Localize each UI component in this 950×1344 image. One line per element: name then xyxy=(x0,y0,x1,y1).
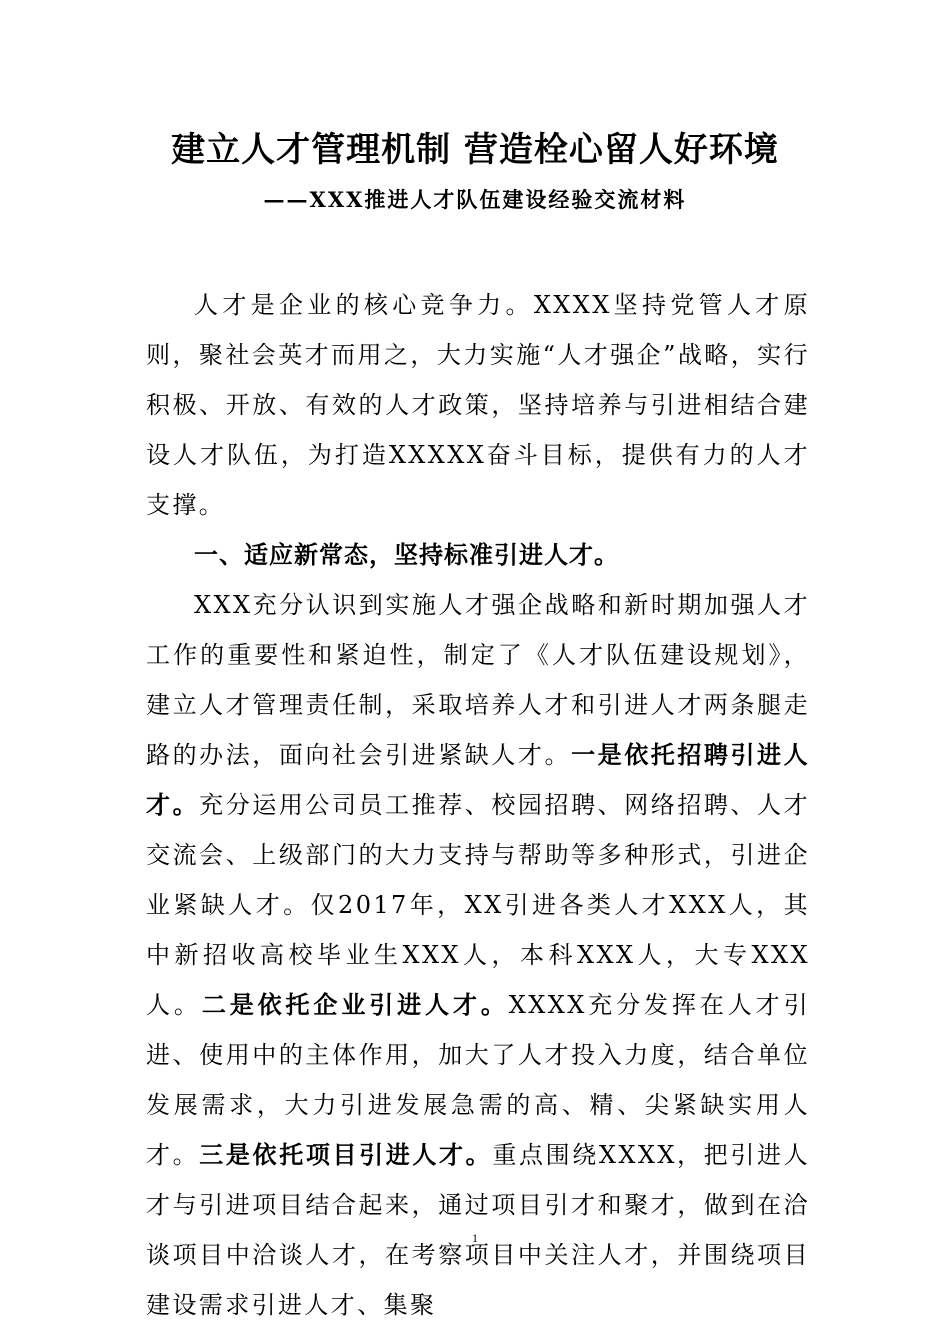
document-title: 建立人才管理机制 营造栓心留人好环境 xyxy=(171,130,779,170)
section-paragraph xyxy=(146,580,810,1330)
point-label: 一是依托招聘引进人才。 xyxy=(146,740,810,819)
paragraph-text: 充分运用公司员工推荐、校园招聘、网络招聘、人才交流会、上级部门的大力支持与帮助等多种形式，引进企业紧缺人才。仅2017年，XX引进各类人才XXX人，其中新招收高校毕业生XXX人，本科XXX人，大专XXX人。 xyxy=(146,791,810,1019)
section-heading: 一、适应新常态，坚持标准引进人才。 xyxy=(194,541,619,569)
paragraph-text: XXX充分认识到实施人才强企战略和新时期加强人才工作的重要性和紧迫性，制定了《人才队伍建设规划》，建立人才管理责任制，采取培养人才和引进人才两条腿走路的办法，面向社会引进紧缺人才。 xyxy=(146,591,810,769)
intro-paragraph: 人才是企业的核心竞争力。XXXX坚持党管人才原则，聚社会英才而用之，大力实施“人才强企”战略，实行积极、开放、有效的人才政策，坚持培养与引进相结合建设人才队伍，为打造XXXXX奋斗目标，提供有力的人才支撑。 xyxy=(146,291,810,519)
document-subtitle: ——XXX推进人才队伍建设经验交流材料 xyxy=(263,187,687,212)
point-label: 二是依托企业引进人才。 xyxy=(201,990,509,1019)
document-body xyxy=(146,280,810,1330)
paragraph-text: XXXX充分发挥在人才引进、使用中的主体作用，加大了人才投入力度，结合单位发展需求，大力引进发展急需的高、精、尖紧缺实用人才。 xyxy=(146,991,810,1169)
paragraph-text: 重点围绕XXXX，把引进人才与引进项目结合起来，通过项目引才和聚才，做到在洽谈项目中洽谈人才，在考察项目中关注人才，并围绕项目建设需求引进人才、集聚 xyxy=(146,1141,810,1319)
page-number: 1 xyxy=(472,1231,478,1245)
point-label: 三是依托项目引进人才。 xyxy=(199,1140,493,1169)
